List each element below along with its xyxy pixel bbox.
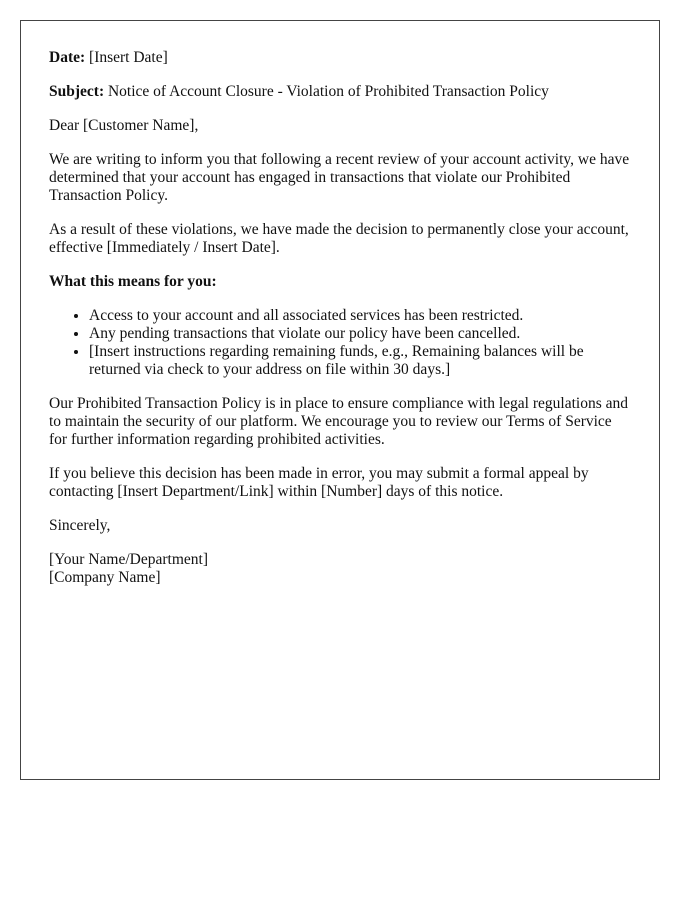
paragraph-review: We are writing to inform you that following a recent review of your account activity, we have determined that your account has engaged in transactions that violate our Prohibited Transaction Policy. — [49, 151, 630, 204]
list-item: • [Insert instructions regarding remaining funds, e.g., Remaining balances will be returned via check to your address on file within 30 days.] — [89, 343, 631, 379]
impact-list — [49, 307, 631, 379]
signature-name: [Your Name/Department] — [49, 551, 208, 568]
subject-line — [49, 83, 631, 101]
list-item: • Access to your account and all associated services has been restricted. — [89, 307, 631, 325]
letter-page — [20, 20, 660, 780]
salutation: Dear [Customer Name], — [49, 117, 199, 134]
date-label: Date: — [49, 49, 86, 66]
signature-company: [Company Name] — [49, 569, 161, 586]
subject-label: Subject: — [49, 83, 105, 100]
signature-block — [49, 551, 631, 587]
section-heading: What this means for you: — [49, 273, 217, 290]
closing: Sincerely, — [49, 517, 111, 534]
subject-value: Notice of Account Closure - Violation of Prohibited Transaction Policy — [107, 83, 549, 100]
paragraph-closure: As a result of these violations, we have made the decision to permanently close your account, effective [Immediately / Insert Date]. — [49, 221, 629, 256]
paragraph-appeal: If you believe this decision has been made in error, you may submit a formal appeal by contacting [Insert Department/Link] within [Number] days of this notice. — [49, 465, 589, 500]
date-value: [Insert Date] — [89, 49, 168, 66]
list-item: • Any pending transactions that violate our policy have been cancelled. — [89, 325, 631, 343]
paragraph-policy: Our Prohibited Transaction Policy is in place to ensure compliance with legal regulations and to maintain the security of our platform. We encourage you to review our Terms of Service for further information regarding prohibited activities. — [49, 395, 628, 448]
date-line — [49, 49, 631, 67]
